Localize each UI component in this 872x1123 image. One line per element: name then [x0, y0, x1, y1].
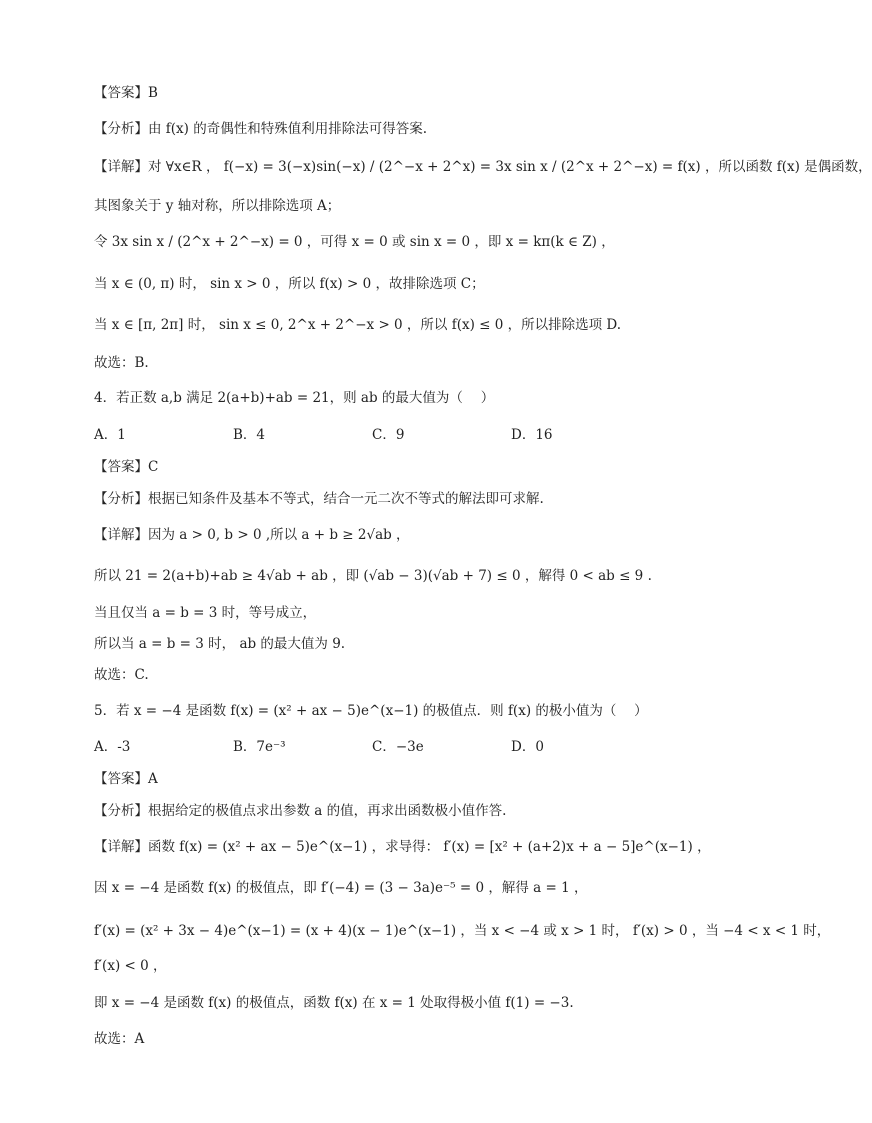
detail-label: 【详解】	[94, 527, 148, 543]
q3-detail-line3: 令 3x sin x / (2^x + 2^−x) = 0 ，可得 x = 0 或 sin x = 0 ，即 x = kπ(k ∈ Z) ，	[94, 234, 615, 250]
answer-value: A	[148, 771, 158, 787]
q5-options	[94, 738, 544, 756]
q4-detail-line3: 当且仅当 a = b = 3 时，等号成立，	[94, 605, 317, 621]
answer-label: 【答案】	[94, 459, 148, 475]
q5-detail-line3: f′(x) = (x² + 3x − 4)e^(x−1) = (x + 4)(x − 1)e^(x−1) ，当 x < −4 或 x > 1 时， f′(x) > 0 ，当 −4 < x < 1 时，	[94, 923, 831, 939]
q5-conclusion: 故选：A	[94, 1031, 145, 1047]
detail-label: 【详解】	[94, 159, 148, 175]
q4-detail-line4: 所以当 a = b = 3 时， ab 的最大值为 9.	[94, 636, 346, 652]
analysis-text: 根据已知条件及基本不等式，结合一元二次不等式的解法即可求解.	[148, 491, 544, 507]
q5-option-a: A．-3	[94, 739, 131, 755]
q3-analysis	[94, 120, 427, 138]
q4-analysis	[94, 490, 544, 508]
answer-value: B	[148, 85, 158, 101]
q3-detail-line4: 当 x ∈ (0, π) 时， sin x > 0 ，所以 f(x) > 0 ，故排除选项 C；	[94, 276, 485, 292]
answer-label: 【答案】	[94, 85, 148, 101]
q4-detail-line2: 所以 21 = 2(a+b)+ab ≥ 4√ab + ab ，即 (√ab − 3)(√ab + 7) ≤ 0 ，解得 0 < ab ≤ 9 .	[94, 568, 652, 584]
q4-option-c: C．9	[372, 427, 405, 443]
q5-option-d: D．0	[511, 739, 544, 755]
q5-question: 5．若 x = −4 是函数 f(x) = (x² + ax − 5)e^(x−1) 的极值点．则 f(x) 的极小值为（ ）	[94, 703, 648, 719]
q3-detail-line5: 当 x ∈ [π, 2π] 时， sin x ≤ 0, 2^x + 2^−x > 0 ，所以 f(x) ≤ 0 ，所以排除选项 D.	[94, 317, 622, 333]
q5-detail-line4: f′(x) < 0 ，	[94, 958, 167, 974]
q5-option-c: C．−3e	[372, 739, 424, 755]
analysis-label: 【分析】	[94, 121, 148, 137]
q4-answer	[94, 458, 158, 476]
q4-question: 4．若正数 a,b 满足 2(a+b)+ab = 21，则 ab 的最大值为（ ）	[94, 390, 495, 406]
q5-option-b: B．7e⁻³	[233, 739, 286, 755]
analysis-text: 由 f(x) 的奇偶性和特殊值利用排除法可得答案.	[148, 121, 428, 137]
q3-conclusion: 故选：B.	[94, 355, 149, 371]
q5-detail-line2: 因 x = −4 是函数 f(x) 的极值点，即 f′(−4) = (3 − 3a)e⁻⁵ = 0 ，解得 a = 1 ，	[94, 880, 588, 896]
q5-detail-line1: 【详解】函数 f(x) = (x² + ax − 5)e^(x−1) ，求导得： f′(x) = [x² + (a+2)x + a − 5]e^(x−1) ，	[94, 839, 711, 855]
q4-options	[94, 426, 553, 444]
q4-conclusion: 故选：C.	[94, 667, 149, 683]
analysis-text: 根据给定的极值点求出参数 a 的值，再求出函数极小值作答.	[148, 803, 507, 819]
q4-option-a: A．1	[94, 427, 126, 443]
q5-analysis	[94, 802, 506, 820]
q4-option-d: D．16	[511, 427, 553, 443]
answer-value: C	[148, 459, 159, 475]
q3-detail-line2: 其图象关于 y 轴对称，所以排除选项 A；	[94, 198, 341, 214]
q4-option-b: B．4	[233, 427, 266, 443]
answer-label: 【答案】	[94, 771, 148, 787]
q5-answer	[94, 770, 158, 788]
detail-label: 【详解】	[94, 839, 148, 855]
q4-detail-line1: 【详解】因为 a > 0, b > 0 ,所以 a + b ≥ 2√ab ，	[94, 527, 410, 543]
q5-detail-line5: 即 x = −4 是函数 f(x) 的极值点，函数 f(x) 在 x = 1 处取得极小值 f(1) = −3.	[94, 995, 574, 1011]
analysis-label: 【分析】	[94, 803, 148, 819]
q3-detail-line1: 【详解】对 ∀x∈R ， f(−x) = 3(−x)sin(−x) / (2^−x + 2^x) = 3x sin x / (2^x + 2^−x) = f(x) ，所以函数 f(x) 是偶函数，	[94, 159, 872, 175]
q3-answer	[94, 84, 158, 102]
analysis-label: 【分析】	[94, 491, 148, 507]
